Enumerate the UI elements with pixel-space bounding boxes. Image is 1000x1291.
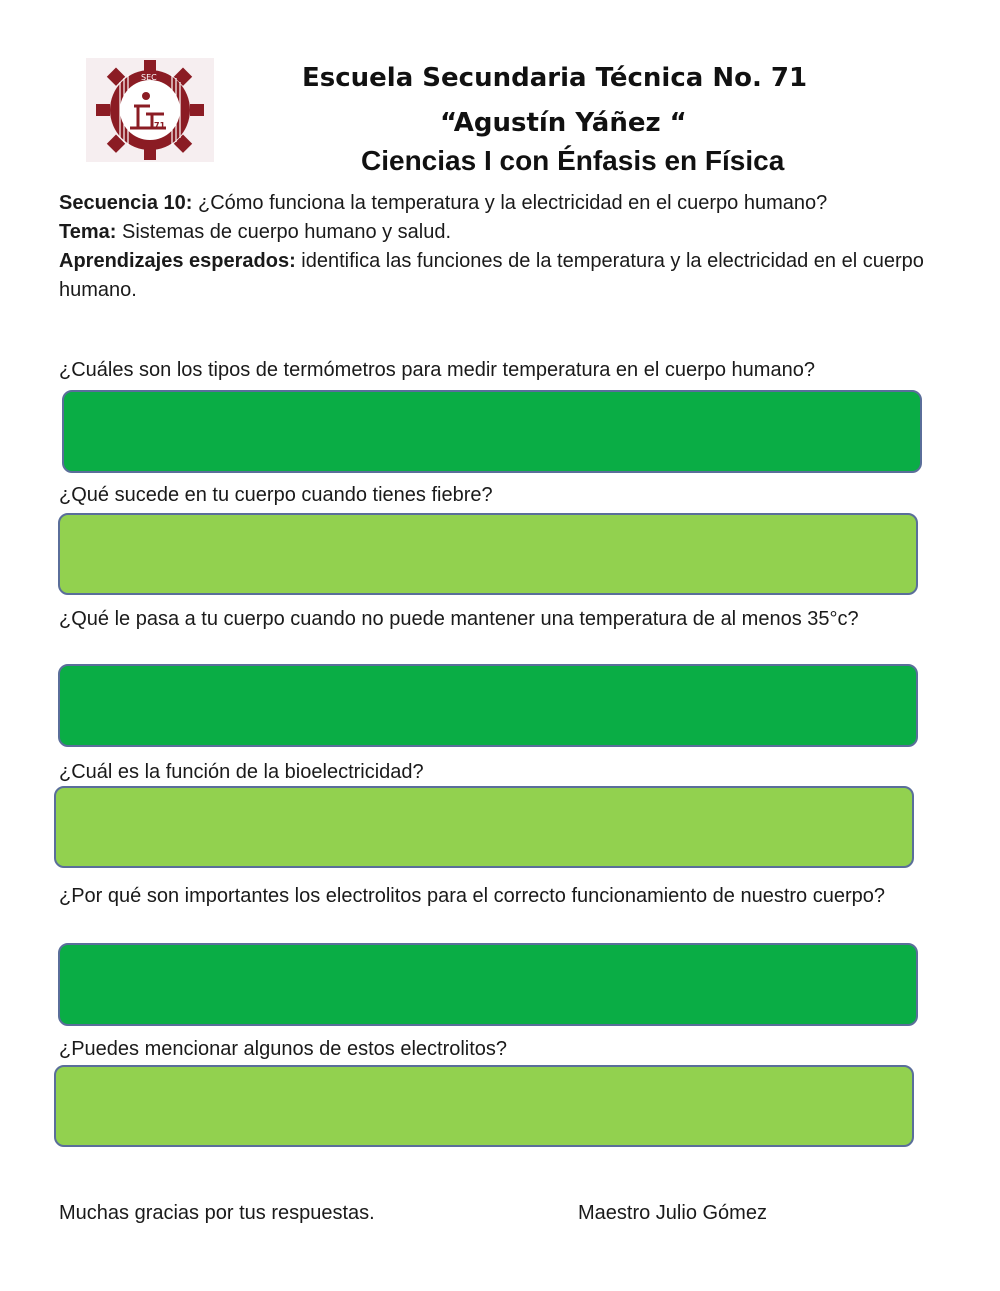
school-gear-logo-icon — [86, 58, 214, 162]
answer-box-1[interactable] — [62, 390, 922, 473]
question-2: ¿Qué sucede en tu cuerpo cuando tienes fiebre? — [59, 484, 493, 506]
learning-text: identifica las funciones de la temperatura y la electricidad en el cuerpo humano. — [59, 250, 924, 301]
worksheet-info — [59, 189, 959, 305]
topic-label: Tema: — [59, 221, 117, 243]
sequence-line — [59, 189, 959, 218]
answer-box-3[interactable] — [58, 664, 918, 747]
learning-line — [59, 247, 959, 305]
learning-label: Aprendizajes esperados: — [59, 250, 296, 272]
question-3: ¿Qué le pasa a tu cuerpo cuando no puede mantener una temperatura de al menos 35°c? — [59, 608, 859, 630]
answer-box-6[interactable] — [54, 1065, 914, 1147]
sequence-text: ¿Cómo funciona la temperatura y la electricidad en el cuerpo humano? — [192, 192, 828, 214]
logo-text-bottom: 71 — [154, 121, 166, 130]
subject-title: Ciencias I con Énfasis en Física — [361, 145, 785, 176]
topic-text: Sistemas de cuerpo humano y salud. — [116, 221, 452, 243]
question-4: ¿Cuál es la función de la bioelectricidad? — [59, 761, 424, 783]
school-title: Escuela Secundaria Técnica No. 71 — [302, 63, 808, 93]
question-1: ¿Cuáles son los tipos de termómetros para medir temperatura en el cuerpo humano? — [59, 359, 815, 381]
answer-box-5[interactable] — [58, 943, 918, 1026]
answer-box-4[interactable] — [54, 786, 914, 868]
sequence-label: Secuencia 10: — [59, 192, 193, 214]
answer-box-2[interactable] — [58, 513, 918, 595]
thanks-text: Muchas gracias por tus respuestas. — [59, 1202, 375, 1224]
school-name: “Agustín Yáñez “ — [440, 108, 687, 138]
logo-text-top: SEC — [141, 73, 157, 82]
school-logo — [86, 58, 214, 162]
topic-line — [59, 218, 959, 247]
question-6: ¿Puedes mencionar algunos de estos electrolitos? — [59, 1038, 508, 1060]
question-5: ¿Por qué son importantes los electrolitos para el correcto funcionamiento de nuestro cuerpo? — [59, 885, 886, 907]
teacher-name: Maestro Julio Gómez — [578, 1202, 767, 1224]
